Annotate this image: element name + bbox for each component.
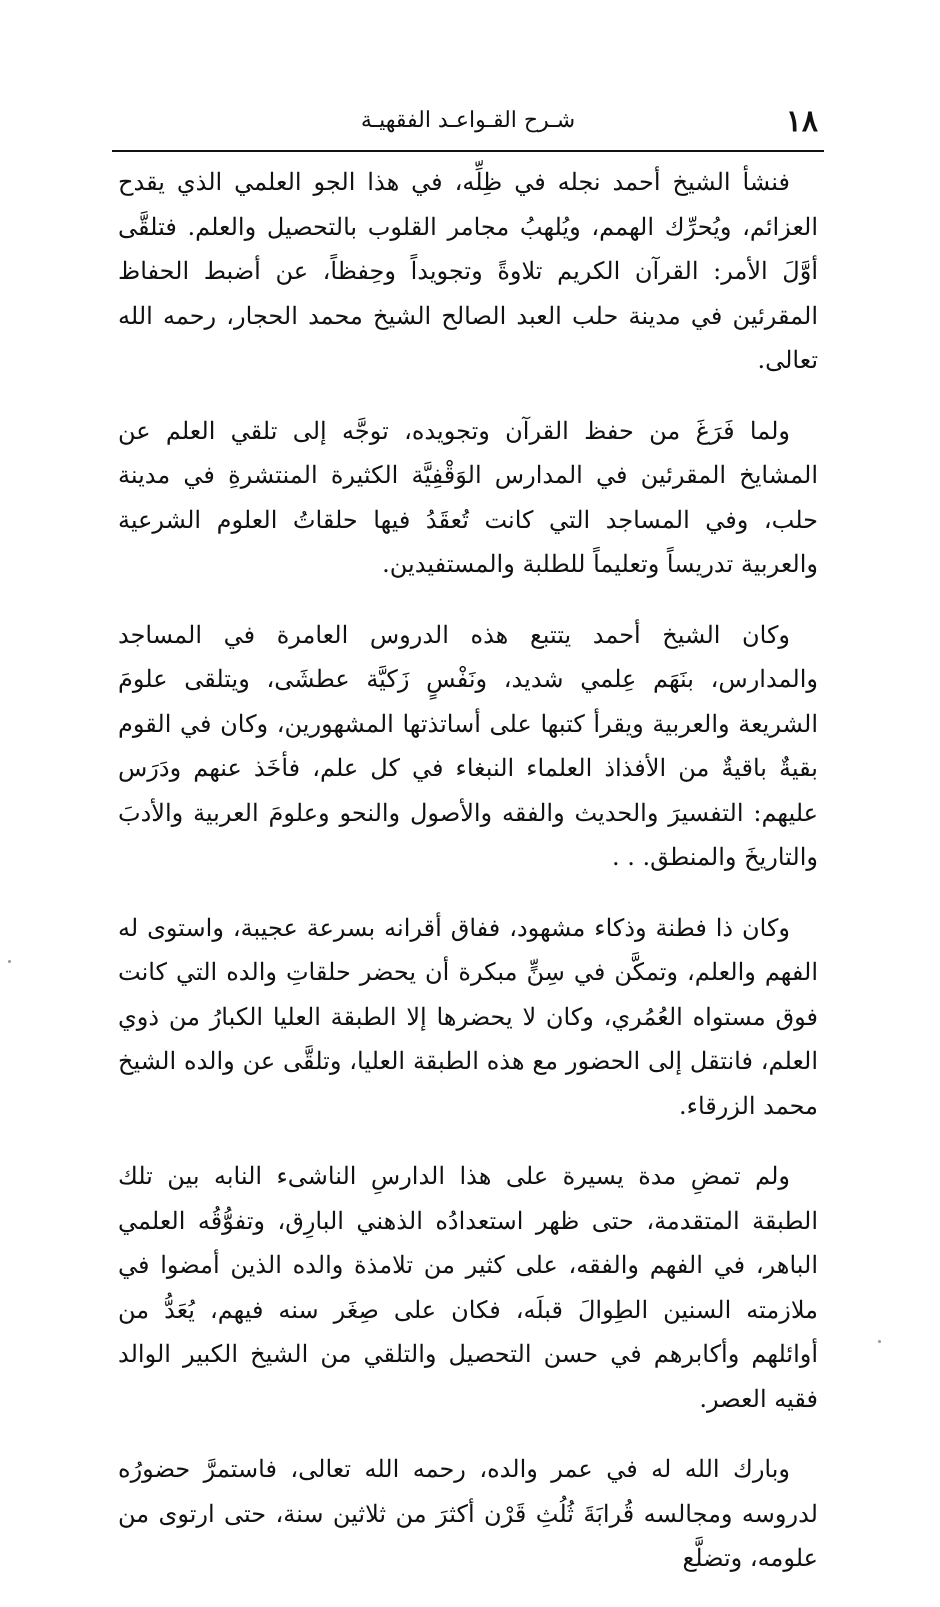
- paragraph-5: ولم تمضِ مدة يسيرة على هذا الدارسِ الناشىء النابه بين تلك الطبقة المتقدمة، حتى ظهر استعدادُه الذهني البارِق، وتفوُّقُه العلمي الباهر، في الفهم والفقه، على كثير من تلامذة والده الذين أمضوا في ملازمته السنين الطِوالَ قبلَه، فكان على صِغَر سنه فيهم، يُعَدُّ من أوائلهم وأكابرهم في حسن التحصيل والتلقي من الشيخ الكبير الوالد فقيه العصر.: [118, 1162, 819, 1413]
- paragraph-6: وبارك الله له في عمر والده، رحمه الله تعالى، فاستمرَّ حضورُه لدروسه ومجالسه قُرابَةَ ثُلُثِ قَرْن أكثرَ من ثلاثين سنة، حتى ارتوى من علومه، وتضلَّع: [118, 1455, 818, 1572]
- scan-speck: [878, 1340, 881, 1343]
- running-title: شـرح القـواعـد الفقهيـة: [360, 108, 576, 133]
- page-header: [112, 96, 824, 152]
- paragraph-3: وكان الشيخ أحمد يتتبع هذه الدروس العامرة في المساجد والمدارس، بنَهَم عِلمي شديد، ونَفْسٍ زَكيَّة عطشَى، ويتلقى علومَ الشريعة والعربية ويقرأ كتبها على أساتذتها المشهورين، وكان في القوم بقيةٌ باقيةٌ من الأفذاذ العلماء النبغاء في كل علم، فأخَذ عنهم ودَرَس عليهم: التفسيرَ والحديث والفقه والأصول والنحو وعلومَ العربية والأدبَ والتاريخَ والمنطق. . .: [118, 620, 818, 871]
- paragraph-1: فنشأ الشيخ أحمد نجله في ظِلِّه، في هذا الجو العلمي الذي يقدح العزائم، ويُحرِّك الهمم، ويُلهبُ مجامر القلوب بالتحصيل والعلم. فتلقَّى أوَّلَ الأمر: القرآن الكريم تلاوةً وتجويداً وحِفظاً، عن أضبط الحفاظ المقرئين في مدينة حلب العبد الصالح الشيخ محمد الحجار، رحمه الله تعالى.: [118, 168, 818, 374]
- paragraph-4: وكان ذا فطنة وذكاء مشهود، ففاق أقرانه بسرعة عجيبة، واستوى له الفهم والعلم، وتمكَّن في سِنٍّ مبكرة أن يحضر حلقاتِ والده التي كانت فوق مستواه العُمُري، وكان لا يحضرها إلا الطبقة العليا الكبارُ من ذوي العلم، فانتقل إلى الحضور مع هذه الطبقة العليا، وتلقَّى عن والده الشيخ محمد الزرقاء.: [118, 913, 818, 1120]
- page-number: ١٨: [785, 104, 818, 139]
- paragraph-2: ولما فَرَغَ من حفظ القرآن وتجويده، توجَّه إلى تلقي العلم عن المشايخ المقرئين في المدارس الوَقْفِيَّة الكثيرة المنتشرةِ في مدينة حلب، وفي المساجد التي كانت تُعقَدُ فيها حلقاتُ العلوم الشرعية والعربية تدريساً وتعليماً للطلبة والمستفيدين.: [118, 416, 819, 578]
- body-text: [118, 160, 818, 1607]
- scan-speck: [8, 960, 11, 963]
